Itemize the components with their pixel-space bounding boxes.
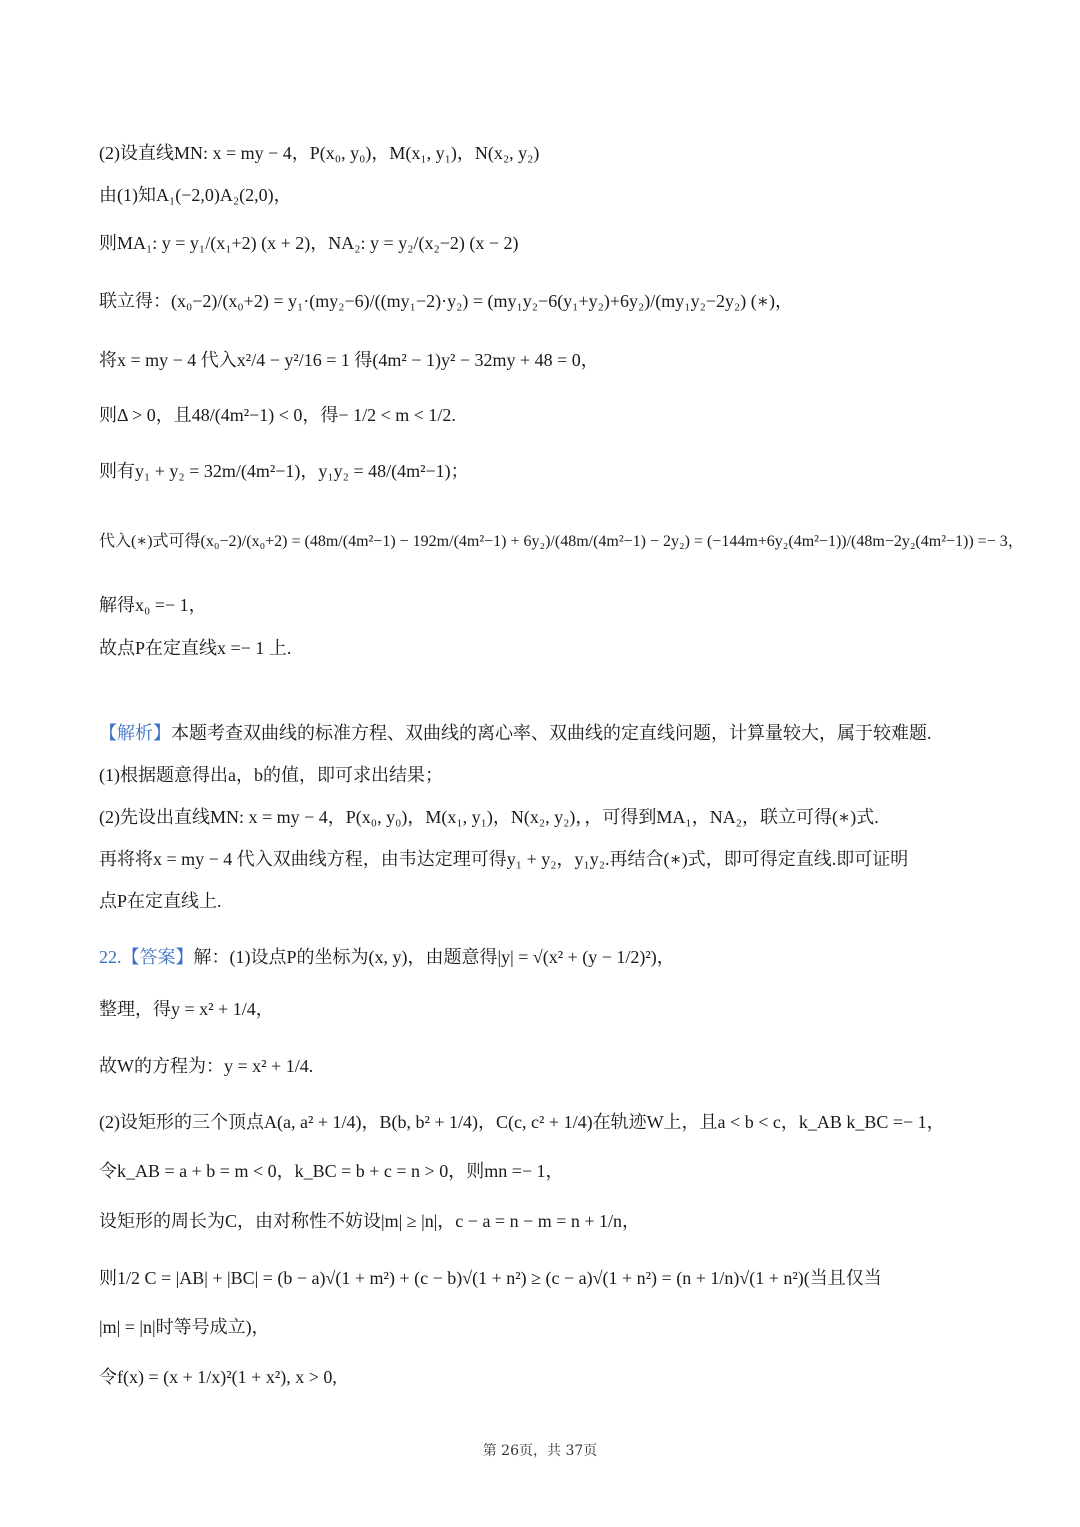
- answer-paragraph: [99, 942, 990, 972]
- line-23: |m| = |n|时等号成立)，: [99, 1317, 270, 1337]
- line-21: 设矩形的周长为C，由对称性不妨设|m| ≥ |n|，c − a = n − m = n + 1/n，: [99, 1211, 641, 1231]
- line-12: (1)根据题意得出a，b的值，即可求出结果；: [99, 765, 443, 785]
- line-5: 将x = my − 4 代入x²/4 − y²/16 = 1 得(4m² − 1)y² − 32my + 48 = 0，: [99, 350, 599, 370]
- line-20: 令k_AB = a + b = m < 0，k_BC = b + c = n > 0，则mn =− 1，: [99, 1161, 564, 1181]
- line-8: 代入(∗)式可得(x₀−2)/(x₀+2) = (48m/(4m²−1) − 192m/(4m²−1) + 6y₂)/(48m/(4m²−1) − 2y₂) = (−144m+6y₂(4m²−1))/(48m−2y₂(4m²−1)) =− 3，: [99, 533, 1024, 550]
- line-3: 则MA₁: y = y₁/(x₁+2) (x + 2)，NA₂: y = y₂/(x₂−2) (x − 2): [99, 233, 519, 253]
- line-9: 解得x₀ =− 1，: [99, 595, 207, 615]
- line-18: 故W的方程为：y = x² + 1/4.: [99, 1056, 314, 1076]
- line-22: 则1/2 C = |AB| + |BC| = (b − a)√(1 + m²) + (c − b)√(1 + n²) ≥ (c − a)√(1 + n²) = (n + 1/n)√(1 + n²)(当且仅当: [99, 1268, 882, 1288]
- analysis-text: 本题考查双曲线的标准方程、双曲线的离心率、双曲线的定直线问题，计算量较大，属于较难题.: [171, 723, 932, 743]
- line-7: 则有y₁ + y₂ = 32m/(4m²−1)，y₁y₂ = 48/(4m²−1)；: [99, 461, 469, 481]
- line-17: 整理，得y = x² + 1/4，: [99, 999, 274, 1019]
- line-13: (2)先设出直线MN: x = my − 4，P(x₀, y₀)，M(x₁, y₁)，N(x₂, y₂)，，可得到MA₁，NA₂，联立可得(∗)式.: [99, 807, 879, 827]
- line-2: 由(1)知A₁(−2,0)A₂(2,0)，: [99, 185, 292, 205]
- line-24: 令f(x) = (x + 1/x)²(1 + x²), x > 0,: [99, 1367, 337, 1387]
- answer-tag: 22.【答案】: [99, 947, 194, 967]
- page-footer: 第 26页，共 37页: [482, 1443, 598, 1459]
- line-4: 联立得：(x₀−2)/(x₀+2) = y₁·(my₂−6)/((my₁−2)·y₂) = (my₁y₂−6(y₁+y₂)+6y₂)/(my₁y₂−2y₂) (∗)，: [99, 291, 793, 311]
- line-15: 点P在定直线上.: [99, 891, 222, 911]
- analysis-tag: 【解析】: [99, 723, 171, 743]
- line-1: (2)设直线MN: x = my − 4，P(x₀, y₀)，M(x₁, y₁)，N(x₂, y₂): [99, 143, 540, 163]
- line-10: 故点P在定直线x =− 1 上.: [99, 638, 292, 658]
- line-14: 再将将x = my − 4 代入双曲线方程，由韦达定理可得y₁ + y₂，y₁y₂.再结合(∗)式，即可得定直线.即可证明: [99, 849, 909, 869]
- line-19: (2)设矩形的三个顶点A(a, a² + 1/4)，B(b, b² + 1/4)，C(c, c² + 1/4)在轨迹W上，且a < b < c，k_AB k_BC =− 1，: [99, 1112, 945, 1132]
- answer-text: 解：(1)设点P的坐标为(x, y)，由题意得|y| = √(x² + (y − 1/2)²)，: [193, 947, 675, 967]
- analysis-paragraph: [99, 718, 990, 748]
- line-6: 则Δ > 0，且48/(4m²−1) < 0，得− 1/2 < m < 1/2.: [99, 405, 456, 425]
